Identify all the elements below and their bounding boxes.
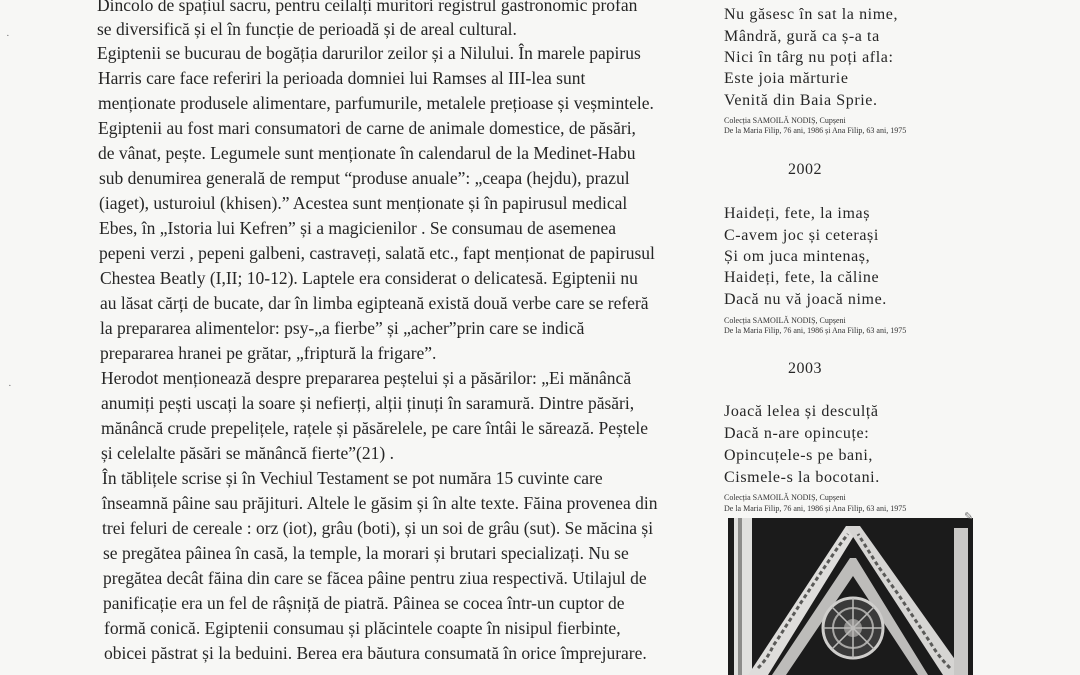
prose-line: Ebes, în „Istoria lui Kefren” și a magicienilor . Se consumau de asemenea — [99, 218, 617, 238]
wooden-gate-carving-photo — [728, 518, 973, 675]
prose-line: au lăsat cărți de bucate, dar în limba egipteană există două verbe care se referă — [100, 293, 649, 313]
verse-line: Joacă lelea și desculță — [724, 403, 879, 420]
prose-line: sub denumirea generală de remput “produse anuale”: „ceapa (hejdu), prazul — [99, 168, 630, 188]
prose-line: și celelalte păsări se mănâncă fierte”(21) . — [101, 443, 394, 463]
prose-line: se diversifică și el în funcție de perioadă și de areal cultural. — [97, 19, 517, 39]
prose-line: la prepararea alimentelor: psy-„a fierbe” și „acher”prin care se indică — [100, 318, 585, 338]
prose-line: În tăblițele scrise și în Vechiul Testament se pot număra 15 cuvinte care — [102, 468, 603, 488]
prose-line: panificație era un fel de râșniță de piatră. Pâinea se cocea într-un cuptor de — [103, 593, 625, 613]
year-heading: 2003 — [788, 360, 822, 377]
prose-line: formă conică. Egiptenii consumau și plăcintele coapte în nisipul fierbinte, — [104, 618, 621, 638]
verse-credit: Colecția SAMOILĂ NODIȘ, Cupșeni — [724, 116, 846, 125]
verse-credit: De la Maria Filip, 76 ani, 1986 și Ana Filip, 63 ani, 1975 — [724, 504, 907, 513]
verse-line: Haideți, fete, la căline — [724, 269, 880, 286]
prose-line: Egiptenii se bucurau de bogăția darurilor zeilor și a Nilului. În marele papirus — [97, 43, 641, 63]
prose-line: Herodot menționează despre prepararea peștelui și a păsărilor: „Ei mănâncă — [101, 368, 632, 388]
photo-illustration — [728, 518, 973, 675]
prose-line: Egiptenii au fost mari consumatori de carne de animale domestice, de păsări, — [98, 118, 636, 138]
prose-line: înseamnă pâine sau prăjituri. Altele le găsim și în alte texte. Făina provenea din — [102, 493, 658, 513]
year-heading: 2002 — [788, 161, 822, 178]
verse-line: Venită din Baia Sprie. — [724, 92, 878, 109]
verse-line: C-avem joc și ceterași — [724, 227, 879, 244]
prose-line: Dincolo de spațiul sacru, pentru ceilalți muritori registrul gastronomic profan — [97, 0, 638, 15]
verse-line: Nu găsesc în sat la nime, — [724, 6, 899, 23]
verse-line: Nici în târg nu poți afla: — [724, 49, 894, 66]
verse-credit: De la Maria Filip, 76 ani, 1986 și Ana Filip, 63 ani, 1975 — [724, 126, 907, 135]
verse-line: Opincuțele-s pe bani, — [724, 447, 873, 464]
prose-line: anumiți pești uscați la soare și nefierți, alții ținuți în saramură. Dintre păsări, — [101, 393, 635, 413]
prose-line: pepeni verzi , pepeni galbeni, castraveți, salată etc., fapt menționat de papirusul — [99, 243, 655, 263]
verse-line: Și om juca mintenaș, — [724, 248, 871, 265]
prose-line: (iaget), usturoiul (khisen).” Acestea sunt menționate și în papirusul medical — [99, 193, 628, 213]
verse-credit: Colecția SAMOILĂ NODIȘ, Cupșeni — [724, 493, 846, 502]
verse-line: Cismele-s la bocotani. — [724, 469, 880, 486]
verse-credit: De la Maria Filip, 76 ani, 1986 și Ana Filip, 63 ani, 1975 — [724, 326, 907, 335]
scan-mark: ✎ — [964, 511, 974, 523]
scan-mark: · — [6, 30, 10, 42]
verse-line: Dacă nu vă joacă nime. — [724, 291, 887, 308]
verse-credit: Colecția SAMOILĂ NODIȘ, Cupșeni — [724, 316, 846, 325]
prose-line: prepararea hranei pe grătar, „friptură la frigare”. — [100, 343, 437, 363]
verse-line: Mândră, gură ca ș-a ta — [724, 28, 880, 45]
prose-line: menționate produsele alimentare, parfumurile, metalele prețioase și veșmintele. — [98, 93, 654, 113]
prose-line: de vânat, pește. Legumele sunt menționate în calendarul de la Medinet-Habu — [98, 143, 636, 163]
prose-line: mănâncă crude prepelițele, rațele și păsărelele, pe care întâi le sărează. Peștele — [101, 418, 649, 438]
verse-line: Este joia mărturie — [724, 70, 849, 87]
prose-line: Harris care face referiri la perioada domniei lui Ramses al III-lea sunt — [98, 68, 586, 88]
scan-mark: · — [8, 380, 12, 392]
prose-line: trei feluri de cereale : orz (iot), grâu (boti), și un soi de grâu (sut). Se măcina și — [102, 518, 654, 538]
prose-line: obicei păstrat și la beduini. Berea era băutura consumată în orice împrejurare. — [104, 643, 647, 663]
prose-line: se pregătea pâinea în casă, la temple, la morari și brutari specializați. Nu se — [103, 543, 629, 563]
prose-line: pregătea decât făina din care se făcea pâine pentru ziua respectivă. Utilajul de — [103, 568, 647, 588]
verse-line: Haideți, fete, la imaș — [724, 205, 871, 222]
prose-line: Chestea Beatly (I,II; 10-12). Laptele era considerat o delicatesă. Egiptenii nu — [100, 268, 638, 288]
verse-line: Dacă n-are opincuțe: — [724, 425, 870, 442]
